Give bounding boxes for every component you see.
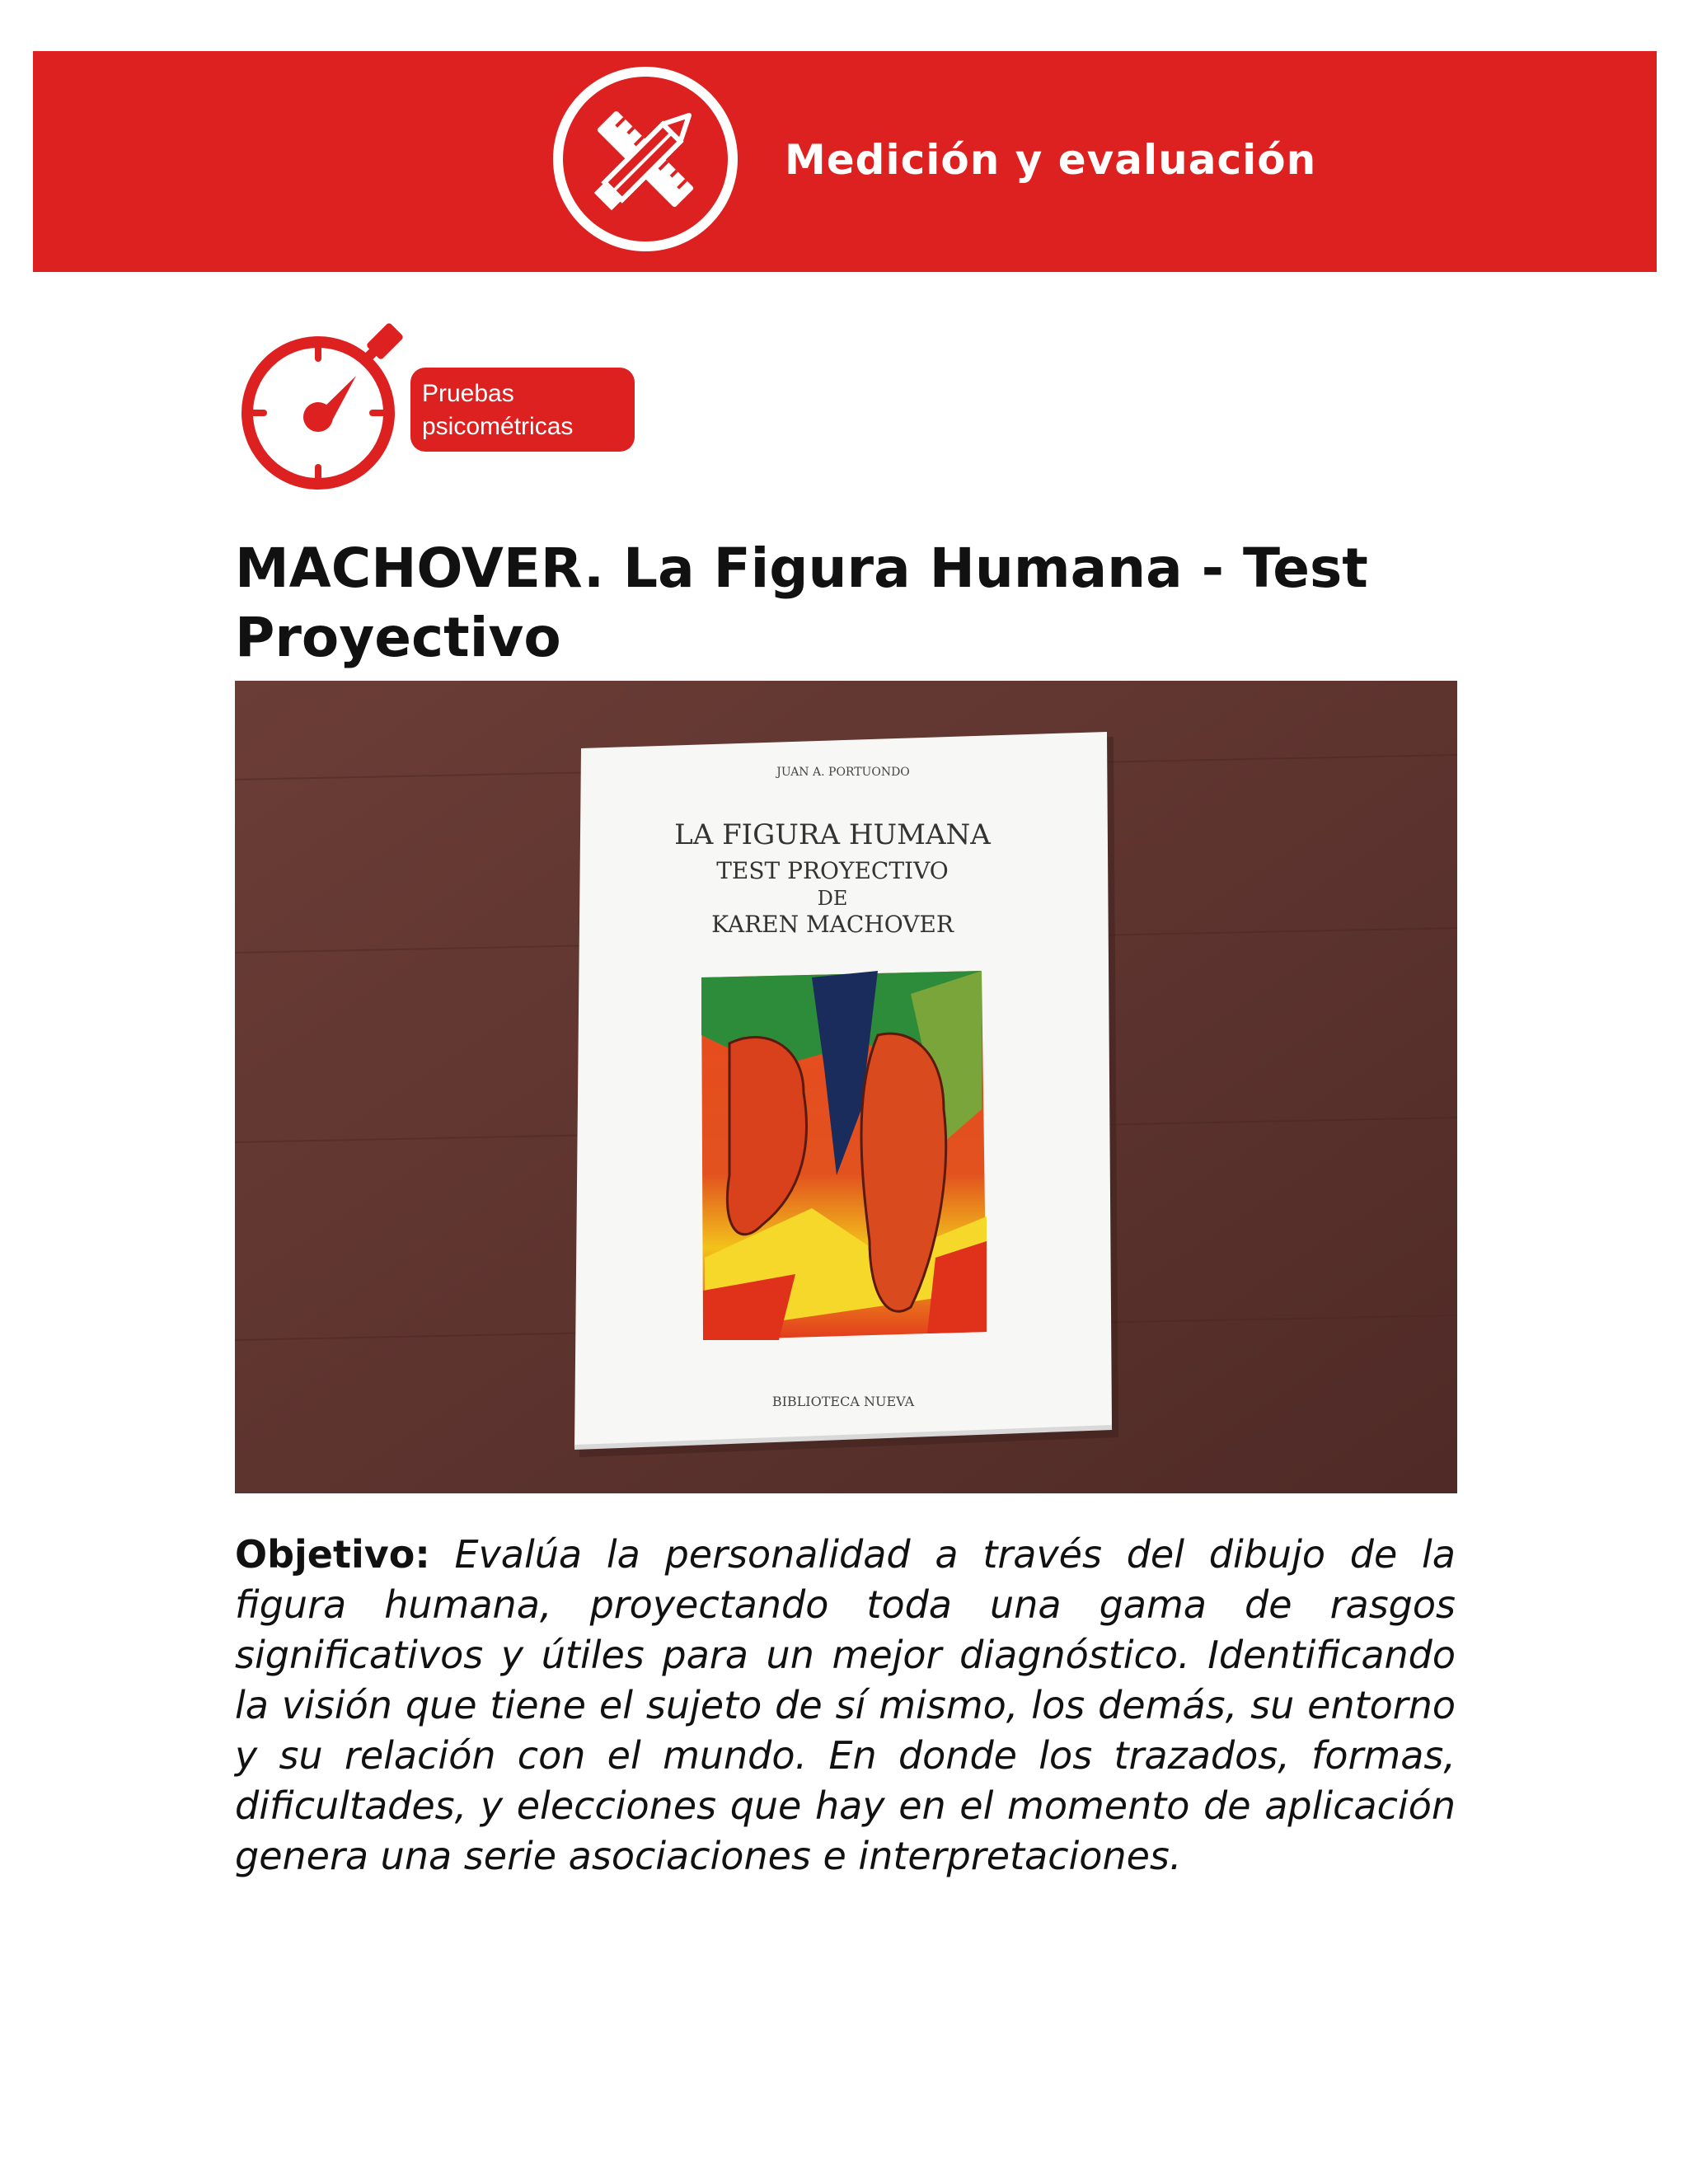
book-title-line2: TEST PROYECTIVO [716,857,949,884]
pencil-ruler-cross-icon [549,63,742,255]
category-label-line2: psicométricas [422,413,574,440]
category-label-line1: Pruebas [422,380,514,407]
objective-text: Evalúa la personalidad a través del dibujo de la figura humana, proyectando toda una gama de rasgos significativos y útiles para un mejor diagnóstico. Identificando la visión que tiene el sujeto de sí mismo, los demás, su entorno y su relación con el mundo. En donde los trazados, formas, dificultades, y elecciones que hay en el momento de aplicación genera una serie asociaciones e interpretaciones. [235,1532,1456,1878]
objective-paragraph [235,1530,1456,1882]
objective-label: Objetivo: [235,1532,430,1577]
book-title-line4: KAREN MACHOVER [711,911,954,938]
stopwatch-icon [232,310,422,499]
book-photo [235,681,1457,1493]
header-title: Medición y evaluación [785,136,1317,184]
book-publisher: BIBLIOTECA NUEVA [771,1394,915,1409]
book-title-line1: LA FIGURA HUMANA [674,818,991,851]
category-badge [410,368,635,452]
page-title: MACHOVER. La Figura Humana - Test Proyectivo [235,537,1368,669]
book-author: JUAN A. PORTUONDO [776,766,910,779]
header-banner [33,51,1657,272]
book-title-line3: DE [817,887,848,910]
cover-painting [701,971,987,1340]
